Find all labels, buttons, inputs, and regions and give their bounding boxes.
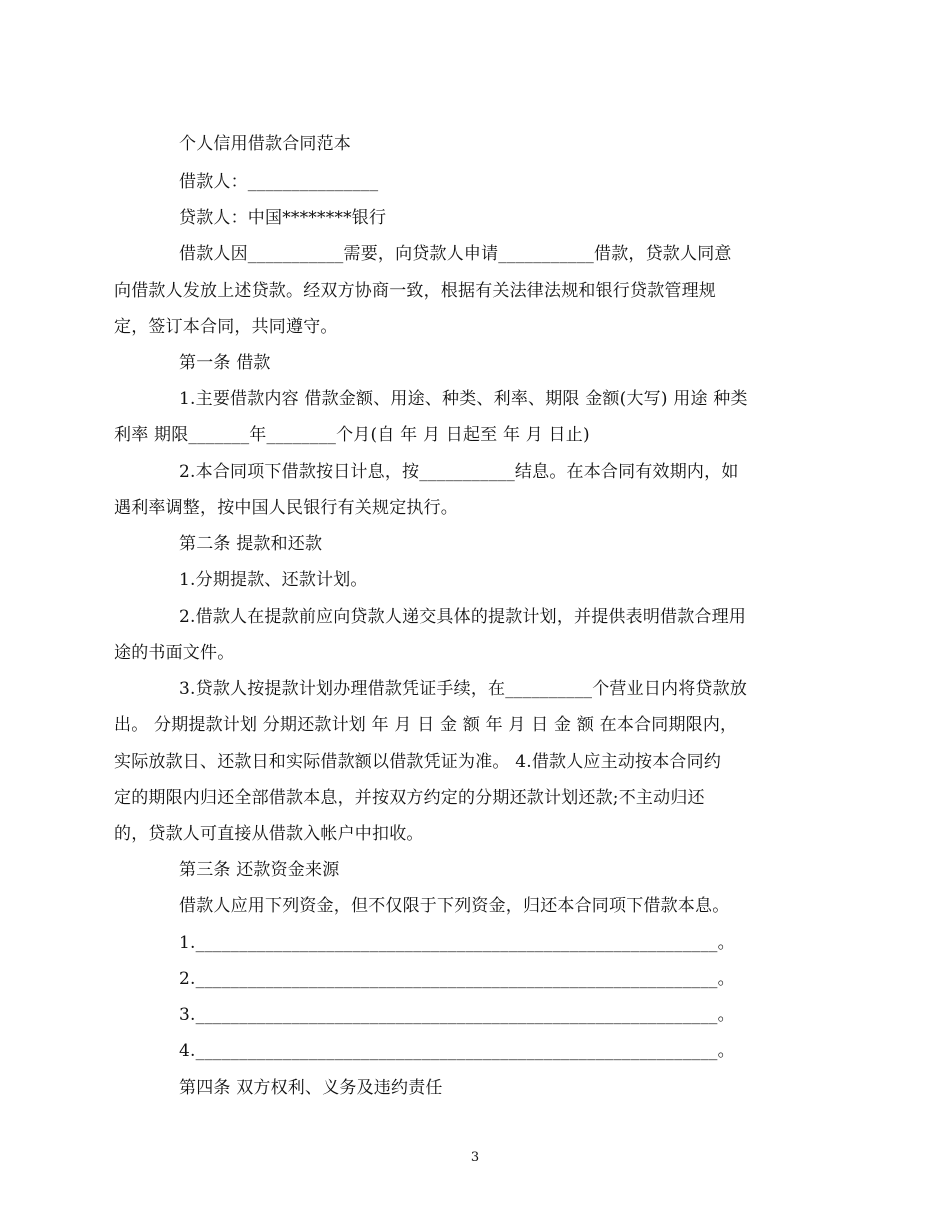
article2-item2-line-2: 途的书面文件。 — [114, 643, 235, 663]
intro-line-3: 定，签订本合同，共同遵守。 — [114, 317, 338, 337]
article1-item2-line-1: 2.本合同项下借款按日计息，按___________结息。在本合同有效期内，如 — [179, 462, 739, 482]
article3-intro: 借款人应用下列资金，但不仅限于下列资金，归还本合同项下借款本息。 — [179, 896, 730, 916]
article2-item3-line-4: 定的期限内归还全部借款本息，并按双方约定的分期还款计划还款;不主动归还 — [114, 788, 705, 808]
intro-line-2: 向借款人发放上述贷款。经双方协商一致，根据有关法律法规和银行贷款管理规 — [114, 281, 716, 301]
fund-source-item-1: 1.____________________________________________________________。 — [179, 933, 735, 953]
article1-heading: 第一条 借款 — [179, 353, 271, 373]
article2-item3-line-3: 实际放款日、还款日和实际借款额以借款凭证为准。 4.借款人应主动按本合同约 — [114, 752, 722, 772]
lender-line: 贷款人：中国********银行 — [179, 208, 387, 228]
document-title: 个人信用借款合同范本 — [179, 134, 351, 154]
page-number: 3 — [470, 1150, 480, 1165]
intro-line-1: 借款人因___________需要，向贷款人申请___________借款，贷款人同意 — [179, 244, 732, 264]
article2-item3-line-5: 的，贷款人可直接从借款入帐户中扣收。 — [114, 824, 424, 844]
article1-item1-line-2: 利率 期限_______年________个月(自 年 月 日起至 年 月 日止) — [114, 425, 590, 445]
article2-item1: 1.分期提款、还款计划。 — [179, 570, 368, 590]
article2-item3-line-1: 3.贷款人按提款计划办理借款凭证手续，在__________个营业日内将贷款放 — [179, 679, 748, 699]
fund-source-item-2: 2.____________________________________________________________。 — [179, 969, 735, 989]
article2-heading: 第二条 提款和还款 — [179, 534, 323, 554]
borrower-line: 借款人：_______________ — [179, 172, 379, 192]
article3-heading: 第三条 还款资金来源 — [179, 860, 340, 880]
article4-heading: 第四条 双方权利、义务及违约责任 — [179, 1078, 443, 1098]
article2-item2-line-1: 2.借款人在提款前应向贷款人递交具体的提款计划，并提供表明借款合理用 — [179, 607, 747, 627]
article2-item3-line-2: 出。 分期提款计划 分期还款计划 年 月 日 金 额 年 月 日 金 额 在本合同期限内， — [114, 715, 738, 735]
article1-item1-line-1: 1.主要借款内容 借款金额、用途、种类、利率、期限 金额(大写) 用途 种类 — [179, 389, 748, 409]
article1-item2-line-2: 遇利率调整，按中国人民银行有关规定执行。 — [114, 498, 458, 518]
fund-source-item-3: 3.____________________________________________________________。 — [179, 1005, 735, 1025]
fund-source-item-4: 4.____________________________________________________________。 — [179, 1041, 735, 1061]
